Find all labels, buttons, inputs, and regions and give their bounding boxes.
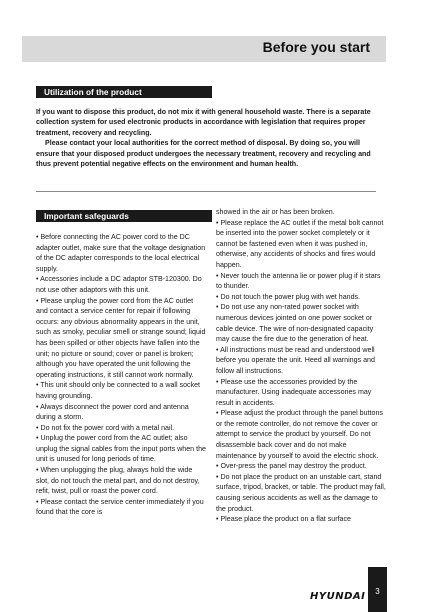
safeguard-item: • Please unplug the power cord from the AC outlet and contact a service center for repair if following occurs: any obvious abnormality appears in the unit, such as smoky, peculiar smell or strange sound; liquid has been spilled or other objects have fallen into the unit; no picture or sound; cover or panel is broken; although you have operated the unit following the operating instructions, it still cannot work normally. <box>36 296 206 379</box>
page-number: 3 <box>375 587 380 596</box>
page-title: Before you start <box>262 39 370 55</box>
safeguard-item: • Do not use any non-rated power socket with numerous devices jointed on one power socket or cable device. The wire of non-designated capacity may cause the fire due to the generation of heat. <box>216 303 374 344</box>
safeguard-item: • Before connecting the AC power cord to the DC adapter outlet, make sure that the voltage designation of the DC adapter corresponds to the local electrical supply. <box>36 233 206 273</box>
divider-top <box>36 97 210 98</box>
safeguard-item: • Please adjust the product through the panel buttons or the remote controller, do not remove the cover or attempt to service the product by yourself. Do not disassemble back cover and do not make maintenance by yourself to avoid the electric shock. <box>216 409 383 460</box>
safeguards-left-column <box>36 232 206 518</box>
safeguard-item: • Never touch the antenna lie or power plug if it stars to thunder. <box>216 271 381 291</box>
safeguard-item: showed in the air or has been broken. <box>216 208 335 216</box>
safeguard-item: • This unit should only be connected to a wall socket having grounding. <box>36 381 201 400</box>
safeguard-item: • Accessories include a DC adaptor STB-120300. Do not use other adaptors with this unit. <box>36 275 202 294</box>
section-label-safeguards: Important safeguards <box>36 210 212 222</box>
utilization-text <box>36 107 376 169</box>
safeguards-right-column <box>216 207 386 525</box>
utilization-paragraph-2: Please contact your local authorities for the correct method of disposal. By doing so, you will ensure that your disposed product undergoes the necessary treatment, recovery and recycling and thus prevent potential negative effects on the environment and human health. <box>36 139 371 169</box>
safeguard-item: • Over-press the panel may destroy the product. <box>216 462 367 471</box>
safeguard-item: • When unplugging the plug, always hold the wide slot, do not touch the metal part, and do not destroy, refit, twist, pull or roast the power cord. <box>36 466 200 496</box>
safeguard-item: • Do not place the product on an unstable cart, stand surface, tripod, bracket, or table. The product may fall, causing serious accidents as well as the damage to the product. <box>216 472 386 513</box>
utilization-paragraph-1: If you want to dispose this product, do not mix it with general household waste. There is a separate collection system for used electronic products in accordance with legislation that requires proper treatment, recovery and recycling. <box>36 108 371 137</box>
safeguard-item: • Please use the accessories provided by the manufacturer. Using inadequate accessories may result in accidents. <box>216 377 372 407</box>
header-bar <box>22 36 386 62</box>
safeguard-item: • Always disconnect the power cord and antenna during a storm. <box>36 402 189 422</box>
brand-logo: HYUNDAI <box>310 591 366 602</box>
safeguard-item: • Do not touch the power plug with wet hands. <box>216 292 361 301</box>
page-number-tab <box>368 567 387 612</box>
safeguard-item: • Please place the product on a flat surface <box>216 515 351 524</box>
safeguard-item: • Unplug the power cord from the AC outlet; also unplug the signal cables from the input ports when the unit is unused for long periods of time. <box>36 434 206 464</box>
safeguard-item: • Do not fix the power cord with a metal nail. <box>36 423 175 432</box>
section-label-utilization: Utilization of the product <box>36 86 212 98</box>
safeguard-item: • All instructions must be read and understood well before you operate the unit. Heed all warnings and follow all instructions. <box>216 345 375 375</box>
safeguard-item: • Please contact the service center immediately if you found that the core is <box>36 497 204 517</box>
safeguard-item: • Please replace the AC outlet if the metal bolt cannot be inserted into the power socket completely or it cannot be fastened even when it was pushed in, otherwise, any accidents of shocks and fires would happen. <box>216 218 384 269</box>
divider-middle <box>36 191 376 192</box>
